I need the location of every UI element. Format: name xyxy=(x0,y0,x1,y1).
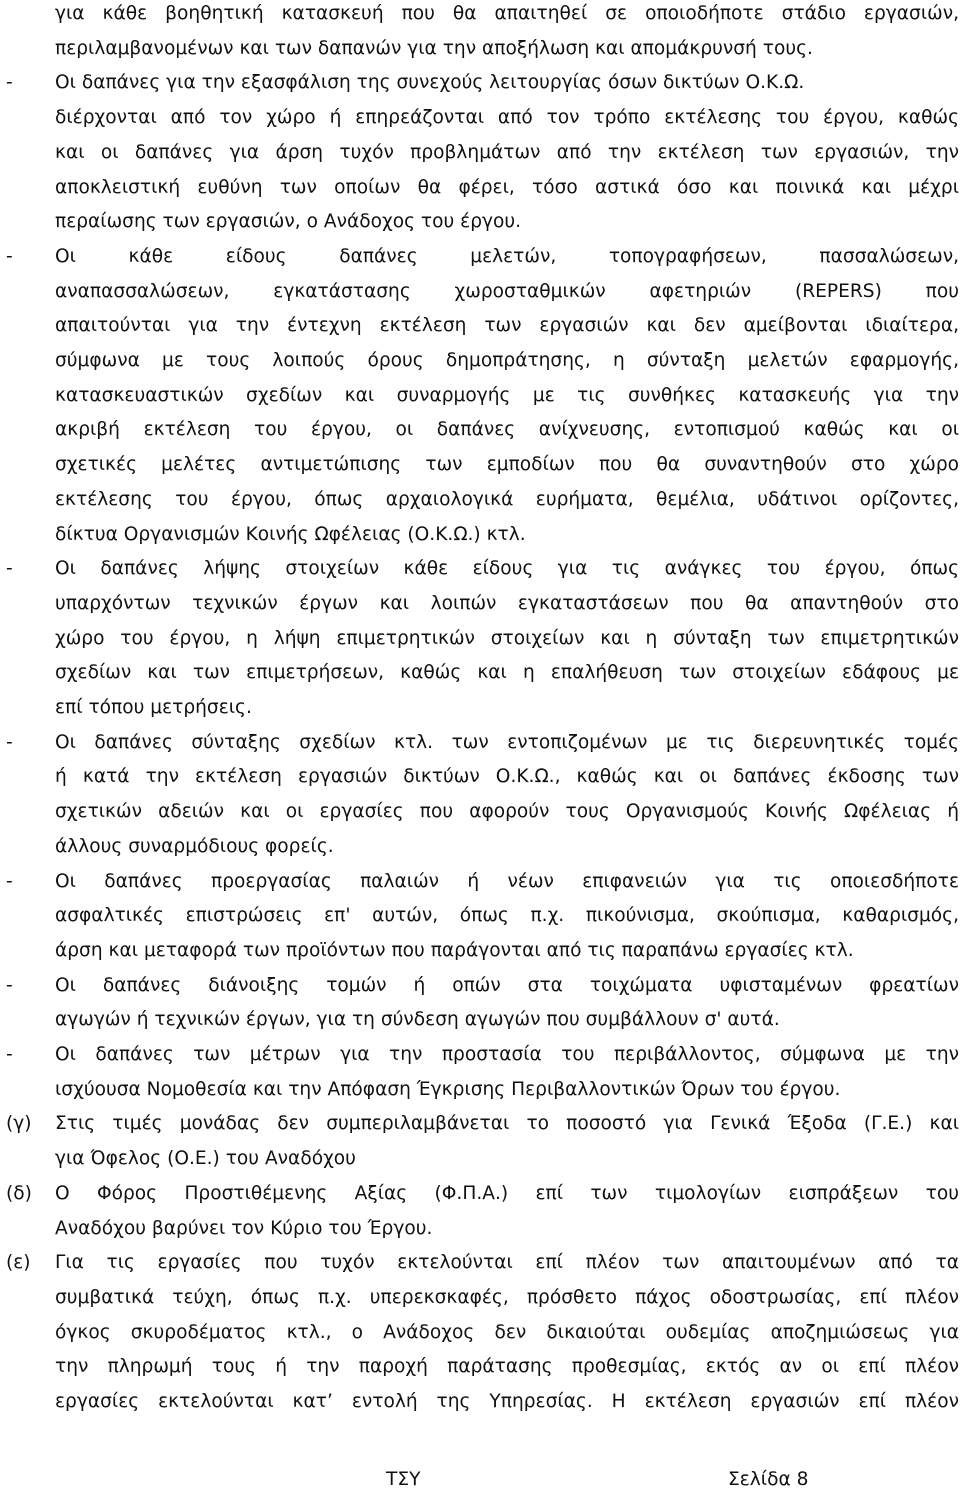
line-text: υπαρχόντων τεχνικών έργων και λοιπών εγκαταστάσεων που θα απαντηθούν στο xyxy=(55,592,959,614)
line-text: απαιτούνται για την έντεχνη εκτέλεση των εργασιών και δεν αμείβονται ιδιαίτερα, xyxy=(55,315,959,337)
text-line xyxy=(0,523,960,547)
line-text: σχεδίων και των επιμετρήσεων, καθώς και η επαλήθευση των στοιχείων εδάφους με xyxy=(55,662,959,684)
footer-left: ΤΣΥ xyxy=(386,1469,421,1490)
text-line xyxy=(0,627,960,651)
line-text: περαίωσης των εργασιών, ο Ανάδοχος του έργου. xyxy=(55,211,522,233)
list-marker: (γ) xyxy=(6,1113,32,1135)
text-line xyxy=(0,1251,960,1275)
list-marker: - xyxy=(6,870,13,892)
list-marker: - xyxy=(6,558,13,580)
line-text: Οι δαπάνες λήψης στοιχείων κάθε είδους για τις ανάγκες του έργου, όπως xyxy=(55,558,959,580)
line-text: άρση και μεταφορά των προϊόντων που παράγονται από τις παραπάνω εργασίες κτλ. xyxy=(55,939,854,961)
text-line xyxy=(0,661,960,685)
line-text: την πληρωμή τους ή την παροχή παράτασης προθεσμίας, εκτός αν οι επί πλέον xyxy=(55,1356,959,1378)
text-line xyxy=(0,1043,960,1067)
line-text: ή κατά την εκτέλεση εργασιών δικτύων Ο.Κ.Ω., καθώς και οι δαπάνες έκδοσης των xyxy=(55,766,959,788)
line-text: Αναδόχου βαρύνει τον Κύριο του Έργου. xyxy=(55,1217,433,1239)
line-text: εκτέλεσης του έργου, όπως αρχαιολογικά ευρήματα, θεμέλια, υδάτινοι ορίζοντες, xyxy=(55,488,959,510)
line-text: Ο Φόρος Προστιθέμενης Αξίας (Φ.Π.Α.) επί των τιμολογίων εισπράξεων του xyxy=(55,1182,959,1204)
line-text: σχετικών αδειών και οι εργασίες που αφορούν τους Οργανισμούς Κοινής Ωφέλειας ή xyxy=(55,801,959,823)
line-text: για κάθε βοηθητική κατασκευή που θα απαιτηθεί σε οποιοδήποτε στάδιο εργασιών, xyxy=(55,3,959,24)
text-line xyxy=(0,245,960,269)
text-line xyxy=(0,904,960,928)
text-line xyxy=(0,1078,960,1102)
text-line xyxy=(0,1355,960,1379)
text-line xyxy=(0,696,960,720)
list-marker: (ε) xyxy=(6,1252,31,1274)
line-text: Οι δαπάνες διάνοιξης τομών ή οπών στα τοιχώματα υφισταμένων φρεατίων xyxy=(55,974,959,996)
line-text: ισχύουσα Νομοθεσία και την Απόφαση Έγκρισης Περιβαλλοντικών Όρων του έργου. xyxy=(55,1078,841,1100)
list-marker: - xyxy=(6,731,13,753)
line-text: Οι δαπάνες σύνταξης σχεδίων κτλ. των εντοπιζομένων με τις διερευνητικές τομές xyxy=(55,731,959,753)
line-text: ακριβή εκτέλεση του έργου, οι δαπάνες ανίχνευσης, εντοπισμού καθώς και οι xyxy=(55,419,959,441)
text-line xyxy=(0,314,960,338)
text-line xyxy=(0,1147,960,1171)
line-text: χώρο του έργου, η λήψη επιμετρητικών στοιχείων και η σύνταξη των επιμετρητικών xyxy=(55,627,959,649)
line-text: Στις τιμές μονάδας δεν συμπεριλαμβάνεται το ποσοστό για Γενικά Έξοδα (Γ.Ε.) και xyxy=(55,1113,959,1135)
text-line xyxy=(0,765,960,789)
text-line xyxy=(0,1112,960,1136)
text-line xyxy=(0,280,960,304)
text-line xyxy=(0,870,960,894)
list-marker: - xyxy=(6,72,13,94)
line-text: εργασίες εκτελούνται κατ’ εντολή της Υπηρεσίας. Η εκτέλεση εργασιών επί πλέον xyxy=(55,1391,959,1412)
text-line xyxy=(0,106,960,130)
text-line xyxy=(0,37,960,61)
line-text: κατασκευαστικών σχεδίων και συναρμογής με τις συνθήκες κατασκευής για την xyxy=(55,384,959,406)
text-line xyxy=(0,835,960,859)
line-text: αναπασσαλώσεων, εγκατάστασης χωροσταθμικών αφετηριών (REPERS) που xyxy=(55,280,959,302)
text-line xyxy=(0,1008,960,1032)
text-line xyxy=(0,210,960,234)
list-marker: - xyxy=(6,974,13,996)
line-text: συμβατικά τεύχη, όπως π.χ. υπερεκσκαφές, πρόσθετο πάχος οδοστρωσίας, επί πλέον xyxy=(55,1286,959,1308)
text-line xyxy=(0,731,960,755)
line-text: δίκτυα Οργανισμών Κοινής Ωφέλειας (Ο.Κ.Ω.) κτλ. xyxy=(55,523,526,545)
text-line xyxy=(0,384,960,408)
text-line xyxy=(0,2,960,26)
text-line xyxy=(0,939,960,963)
text-line xyxy=(0,592,960,616)
text-line xyxy=(0,141,960,165)
line-text: διέρχονται από τον χώρο ή επηρεάζονται από τον τρόπο εκτέλεσης του έργου, καθώς xyxy=(55,107,959,129)
line-text: περιλαμβανομένων και των δαπανών για την αποξήλωση και απομάκρυνσή τους. xyxy=(55,37,813,59)
line-text: και οι δαπάνες για άρση τυχόν προβλημάτων από την εκτέλεση των εργασιών, την xyxy=(55,141,959,163)
line-text: Οι κάθε είδους δαπάνες μελετών, τοπογραφήσεων, πασσαλώσεων, xyxy=(55,245,959,267)
line-text: αγωγών ή τεχνικών έργων, για τη σύνδεση αγωγών που συμβάλλουν σ' αυτά. xyxy=(55,1009,780,1031)
text-line xyxy=(0,974,960,998)
text-line xyxy=(0,557,960,581)
line-text: σχετικές μελέτες αντιμετώπισης των εμποδίων που θα συναντηθούν στο χώρο xyxy=(55,454,959,476)
line-text: για Όφελος (Ο.Ε.) του Αναδόχου xyxy=(55,1148,356,1170)
text-line xyxy=(0,1390,960,1414)
list-marker: - xyxy=(6,1044,13,1065)
line-text: αποκλειστική ευθύνη των οποίων θα φέρει, τόσο αστικά όσο και ποινικά και μέχρι xyxy=(55,176,959,198)
line-text: επί τόπου μετρήσεις. xyxy=(55,697,252,718)
text-line xyxy=(0,349,960,373)
text-line xyxy=(0,1321,960,1345)
line-text: σύμφωνα με τους λοιπούς όρους δημοπράτησης, η σύνταξη μελετών εφαρμογής, xyxy=(55,350,959,371)
text-line xyxy=(0,800,960,824)
text-line xyxy=(0,418,960,442)
line-text: Για τις εργασίες που τυχόν εκτελούνται επί πλέον των απαιτουμένων από τα xyxy=(55,1252,959,1274)
line-text: όγκος σκυροδέματος κτλ., ο Ανάδοχος δεν δικαιούται ουδεμίας αποζημιώσεως για xyxy=(55,1321,959,1343)
line-text: άλλους συναρμόδιους φορείς. xyxy=(55,835,334,857)
text-line xyxy=(0,1286,960,1310)
line-text: Οι δαπάνες προεργασίας παλαιών ή νέων επιφανειών για τις οποιεσδήποτε xyxy=(55,870,959,892)
text-line xyxy=(0,176,960,200)
line-text: ασφαλτικές επιστρώσεις επ' αυτών, όπως π.χ. πικούνισμα, σκούπισμα, καθαρισμός, xyxy=(55,905,959,927)
text-line xyxy=(0,488,960,512)
line-text: Οι δαπάνες των μέτρων για την προστασία του περιβάλλοντος, σύμφωνα με την xyxy=(55,1044,959,1065)
text-line xyxy=(0,453,960,477)
list-marker: - xyxy=(6,245,13,267)
list-marker: (δ) xyxy=(6,1182,32,1204)
text-line xyxy=(0,71,960,95)
line-text: Οι δαπάνες για την εξασφάλιση της συνεχούς λειτουργίας όσων δικτύων Ο.Κ.Ω. xyxy=(55,72,805,94)
footer-page-number: Σελίδα 8 xyxy=(728,1469,809,1490)
text-line xyxy=(0,1217,960,1241)
text-line xyxy=(0,1182,960,1206)
